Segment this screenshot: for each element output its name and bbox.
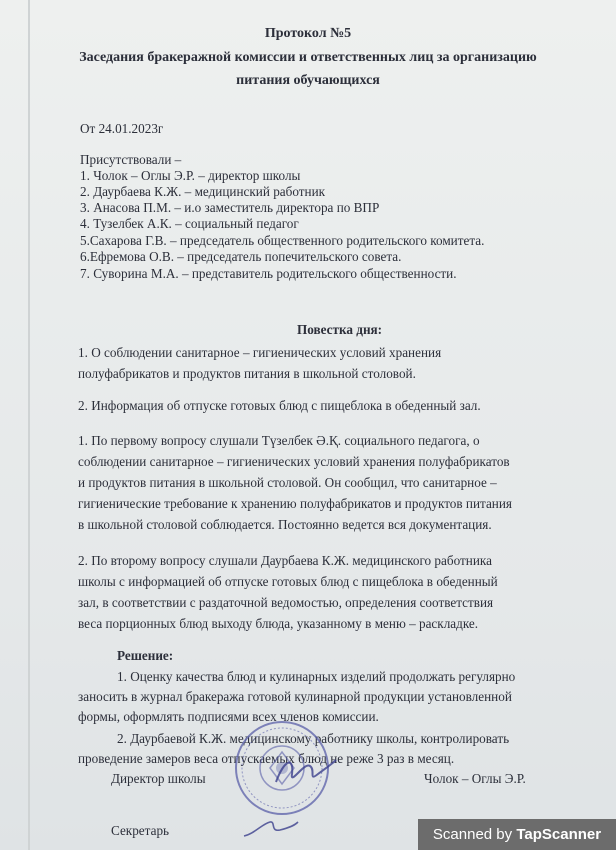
- protocol-subtitle-line-1: Заседания бракеражной комиссии и ответственных лиц за организацию: [79, 50, 537, 65]
- paragraph-2-line-1: 2. По второму вопросу слушали Даурбаева К.Ж. медицинского работника: [78, 553, 492, 568]
- decision-1-line-3: формы, оформлять подписями всех членов комиссии.: [78, 709, 379, 724]
- decision-1-line-1: 1. Оценку качества блюд и кулинарных изделий продолжать регулярно: [117, 669, 516, 684]
- attendee-4: 4. Тузелбек А.К. – социальный педагог: [80, 216, 299, 231]
- attendee-7: 7. Суворина М.А. – представитель родительского общественности.: [80, 266, 457, 281]
- attendee-5: 5.Сахарова Г.В. – председатель общественного родительского комитета.: [80, 233, 485, 248]
- tapscanner-watermark: [418, 819, 616, 850]
- protocol-subtitle-line-2: питания обучающихся: [236, 73, 380, 88]
- attendee-6: 6.Ефремова О.В. – председатель попечительского совета.: [80, 249, 402, 264]
- director-label: Директор школы: [111, 771, 206, 786]
- watermark-prefix: Scanned by: [432, 826, 517, 843]
- watermark-brand: TapScanner: [516, 826, 602, 843]
- decision-2-line-2: проведение замеров веса отпускаемых блюд не реже 3 раз в месяц.: [78, 751, 455, 766]
- agenda-item-2: 2. Информация об отпуске готовых блюд с пищеблока в обеденный зал.: [78, 398, 481, 413]
- attendee-3: 3. Анасова П.М. – и.о заместитель директора по ВПР: [80, 200, 380, 215]
- agenda-item-1-line-2: полуфабрикатов и продуктов питания в школьной столовой.: [78, 366, 416, 381]
- paragraph-2-line-4: веса порционных блюд выходу блюда, указанному в меню – раскладке.: [78, 616, 479, 631]
- secretary-label: Секретарь: [111, 823, 170, 838]
- protocol-date: От 24.01.2023г: [80, 121, 164, 136]
- paragraph-1-line-1: 1. По первому вопросу слушали Түзелбек Ә.Қ. социального педагога, о: [78, 433, 480, 448]
- paragraph-1-line-4: гигиенические требование к хранению полуфабрикатов и продуктов питания: [78, 496, 512, 511]
- agenda-item-1-line-1: 1. О соблюдении санитарное – гигиенических условий хранения: [78, 345, 442, 360]
- paragraph-2-line-2: школы с информацией об отпуске готовых блюд с пищеблока в обеденный: [78, 574, 498, 589]
- decision-1-line-2: заносить в журнал бракеража готовой кулинарной продукции установленной: [78, 689, 512, 704]
- decision-title: Решение:: [117, 648, 174, 663]
- agenda-title: Повестка дня:: [297, 322, 383, 337]
- director-signature: [270, 752, 340, 792]
- paragraph-1-line-5: в школьной столовой соблюдается. Постоянно ведется вся документация.: [78, 517, 492, 532]
- paragraph-1-line-3: и продуктов питания в школьной столовой. Он сообщил, что санитарное –: [78, 475, 497, 490]
- attendee-2: 2. Даурбаева К.Ж. – медицинский работник: [80, 184, 326, 199]
- page-fold-shadow: [28, 0, 30, 850]
- director-name: Чолок – Оглы Э.Р.: [424, 771, 526, 786]
- present-label: Присутствовали –: [80, 152, 182, 167]
- attendee-1: 1. Чолок – Оглы Э.Р. – директор школы: [80, 168, 301, 183]
- paragraph-2-line-3: зал, в соответствии с раздаточной ведомостью, определения соответствия: [78, 595, 494, 610]
- decision-2-line-1: 2. Даурбаевой К.Ж. медицинскому работнику школы, контролировать: [117, 731, 510, 746]
- protocol-title: Протокол №5: [264, 26, 352, 41]
- paragraph-1-line-2: соблюдении санитарное – гигиенических условий хранения полуфабрикатов: [78, 454, 510, 469]
- secretary-signature: [240, 818, 300, 840]
